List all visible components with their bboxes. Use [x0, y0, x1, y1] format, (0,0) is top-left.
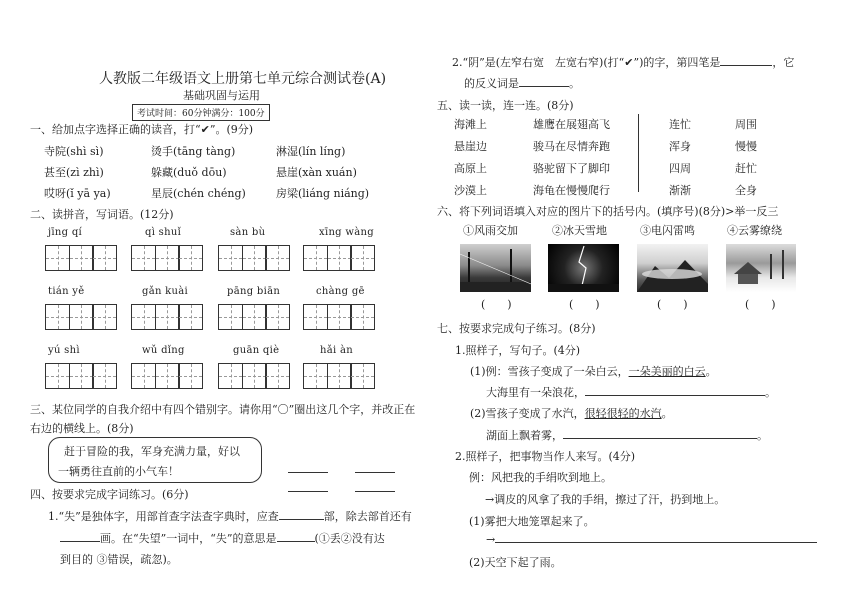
column-divider — [638, 114, 639, 192]
q4-2-text: ，它 — [772, 56, 795, 69]
q5-col4-item[interactable]: 全身 — [735, 184, 757, 197]
answer-blank[interactable] — [563, 438, 757, 439]
q6-option: ①风雨交加 — [463, 224, 518, 237]
q4-2-line — [452, 54, 794, 70]
q3-heading-cont: 右边的横线上。(8分) — [30, 422, 134, 435]
q4-text: 部，除去部首还有 — [323, 510, 412, 523]
q4-text: (①丢②没有达 — [314, 532, 385, 545]
pinyin-label: pāng biān — [227, 286, 281, 297]
writing-grid[interactable] — [218, 363, 289, 389]
photo-snowy-landscape — [726, 244, 796, 292]
q1-item: 悬崖(xàn xuán) — [276, 166, 357, 179]
pinyin-label: wǔ dǐng — [142, 345, 185, 356]
q4-2-line — [464, 75, 580, 91]
q4-line — [60, 530, 385, 546]
q1-item: 星辰(chén chéng) — [151, 187, 246, 200]
page-subtitle: 基础巩固与运用 — [183, 89, 260, 102]
q5-col4-item[interactable]: 周围 — [735, 118, 757, 131]
q7-example — [470, 363, 717, 379]
answer-line[interactable] — [355, 472, 395, 473]
pinyin-label: sàn bù — [230, 227, 266, 238]
q4-2-text: 的反义词是 — [464, 77, 519, 90]
q5-col4-item[interactable]: 慢慢 — [735, 140, 757, 153]
answer-blank[interactable] — [60, 541, 100, 542]
q5-col1-item[interactable]: 高原上 — [454, 162, 487, 175]
answer-blank[interactable] — [585, 395, 765, 396]
q5-col2-item[interactable]: 海龟在慢慢爬行 — [533, 184, 610, 197]
q7-text: 湖面上飘着雾， — [486, 429, 563, 442]
q1-item: 躲藏(duǒ dōu) — [151, 166, 227, 179]
q5-col1-item[interactable]: 悬崖边 — [454, 140, 487, 153]
q4-2-text: 。 — [569, 77, 580, 90]
writing-grid[interactable] — [131, 304, 202, 330]
answer-blank[interactable] — [519, 86, 569, 87]
q5-col2-item[interactable]: 骏马在尽情奔跑 — [533, 140, 610, 153]
q6-heading: 六、将下列词语填入对应的图片下的括号内。(填序号)(8分)>举一反三 — [437, 205, 779, 218]
q7-question — [486, 384, 776, 400]
q7-text: 。 — [705, 365, 717, 378]
writing-grid[interactable] — [131, 363, 202, 389]
q5-col3-item[interactable]: 浑身 — [669, 140, 691, 153]
q6-option: ④云雾缭绕 — [727, 224, 782, 237]
writing-grid[interactable] — [303, 304, 374, 330]
answer-bracket[interactable]: ( ) — [657, 298, 688, 311]
q7-example-answer: →调皮的风拿了我的手绢，擦过了汗，扔到地上。 — [485, 493, 726, 506]
pinyin-label: hǎi àn — [320, 345, 353, 356]
answer-line[interactable] — [288, 491, 328, 492]
q7-text: 。 — [661, 407, 673, 420]
writing-grid[interactable] — [218, 304, 289, 330]
q7-text: 。 — [765, 386, 776, 399]
writing-grid[interactable] — [45, 245, 116, 271]
q7-answer-line — [486, 533, 817, 546]
q7-part2: 2.照样子，把事物当作人来写。(4分) — [455, 450, 636, 463]
q7-text: 。 — [757, 429, 768, 442]
q5-col3-item[interactable]: 连忙 — [669, 118, 691, 131]
photo-cloudy-mountains — [637, 244, 708, 292]
pinyin-label: qì shuǐ — [145, 227, 182, 238]
q1-item: 哎呀(ǐ yā ya) — [44, 187, 111, 200]
q7-question: (2)天空下起了雨。 — [469, 556, 562, 569]
q3-heading: 三、某位同学的自我介绍中有四个错别字。请你用“〇”圈出这几个字，并改正在 — [30, 403, 416, 416]
q1-item: 房梁(liáng niáng) — [276, 187, 370, 200]
q4-2-text: 2.“阴”是(左窄右宽 左宽右窄)(打“✔”)的字，第四笔是 — [452, 56, 721, 69]
answer-blank[interactable] — [720, 65, 772, 66]
q4-heading: 四、按要求完成字词练习。(6分) — [30, 488, 189, 501]
photo-lightning — [548, 244, 619, 292]
q1-item: 淋湿(lín líng) — [276, 145, 346, 158]
writing-grid[interactable] — [303, 363, 374, 389]
q4-line — [48, 508, 412, 524]
photo-storm-street — [460, 244, 531, 292]
q7-question — [486, 427, 768, 443]
q4-text: 画。在“失望”一词中，“失”的意思是 — [100, 532, 277, 545]
q7-text: (1)例：雪孩子变成了一朵白云， — [470, 365, 629, 378]
q1-item: 烫手(tāng tàng) — [151, 145, 236, 158]
answer-line[interactable] — [288, 472, 328, 473]
q1-item: 寺院(shì sì) — [44, 145, 104, 158]
answer-bracket[interactable]: ( ) — [481, 298, 512, 311]
q5-col1-item[interactable]: 海滩上 — [454, 118, 487, 131]
writing-grid[interactable] — [45, 304, 116, 330]
q1-heading: 一、给加点字选择正确的读音，打“✔”。(9分) — [30, 123, 254, 136]
writing-grid[interactable] — [303, 245, 374, 271]
q7-underlined: 一朵美丽的白云 — [628, 365, 706, 378]
mountain-icon — [637, 244, 708, 292]
q7-text: (2)雪孩子变成了水汽， — [470, 407, 585, 420]
q4-text: 到目的 ③错误，疏忽)。 — [60, 553, 178, 566]
pinyin-label: guān qiè — [233, 345, 280, 356]
q4-text: 1.“失”是独体字，用部首查字法查字典时，应查 — [48, 510, 279, 523]
answer-line[interactable] — [355, 491, 395, 492]
q7-heading: 七、按要求完成句子练习。(8分) — [437, 322, 596, 335]
q2-heading: 二、读拼音，写词语。(12分) — [30, 208, 174, 221]
q7-example — [470, 405, 673, 421]
pinyin-label: jīng qí — [48, 227, 83, 238]
q7-question: (1)雾把大地笼罩起来了。 — [469, 515, 595, 528]
q7-part1: 1.照样子，写句子。(4分) — [455, 344, 581, 357]
lightning-icon — [548, 244, 619, 292]
q3-text: 赶于冒险的我，军身充满力量，好以 — [64, 445, 240, 458]
answer-blank[interactable] — [279, 519, 324, 520]
q5-col2-item[interactable]: 雄鹰在展翅高飞 — [533, 118, 610, 131]
pinyin-label: xīng wàng — [319, 227, 374, 238]
q6-option: ②冰天雪地 — [552, 224, 607, 237]
writing-grid[interactable] — [45, 363, 116, 389]
q5-col4-item[interactable]: 赶忙 — [735, 162, 757, 175]
exam-info: 考试时间：60分钟满分：100分 — [132, 104, 270, 121]
q5-col3-item[interactable]: 渐渐 — [669, 184, 691, 197]
writing-grid[interactable] — [218, 245, 289, 271]
answer-blank[interactable] — [277, 541, 315, 542]
arrow-icon: → — [486, 533, 496, 546]
answer-blank[interactable] — [495, 542, 817, 543]
page-title: 人教版二年级语文上册第七单元综合测试卷(A) — [99, 71, 387, 87]
q3-text: 一辆勇往直前的小气车！ — [58, 465, 179, 478]
q5-col1-item[interactable]: 沙漠上 — [454, 184, 487, 197]
pinyin-label: gǎn kuài — [142, 286, 189, 297]
q6-option: ③电闪雷鸣 — [640, 224, 695, 237]
pinyin-label: tián yě — [48, 286, 85, 297]
q7-text: 大海里有一朵浪花， — [486, 386, 585, 399]
snow-house-icon — [726, 244, 796, 292]
answer-bracket[interactable]: ( ) — [745, 298, 776, 311]
q7-example: 例：风把我的手绢吹到地上。 — [469, 471, 612, 484]
q5-col3-item[interactable]: 四周 — [669, 162, 691, 175]
q7-underlined: 很轻很轻的水汽 — [584, 407, 662, 420]
writing-grid[interactable] — [131, 245, 202, 271]
palm-tree-icon — [460, 244, 531, 292]
q5-heading: 五、读一读，连一连。(8分) — [437, 99, 574, 112]
answer-bracket[interactable]: ( ) — [569, 298, 600, 311]
pinyin-label: chàng gē — [316, 286, 365, 297]
q1-item: 甚至(zì zhì) — [44, 166, 104, 179]
pinyin-label: yú shì — [48, 345, 80, 356]
q5-col2-item[interactable]: 骆驼留下了脚印 — [533, 162, 610, 175]
